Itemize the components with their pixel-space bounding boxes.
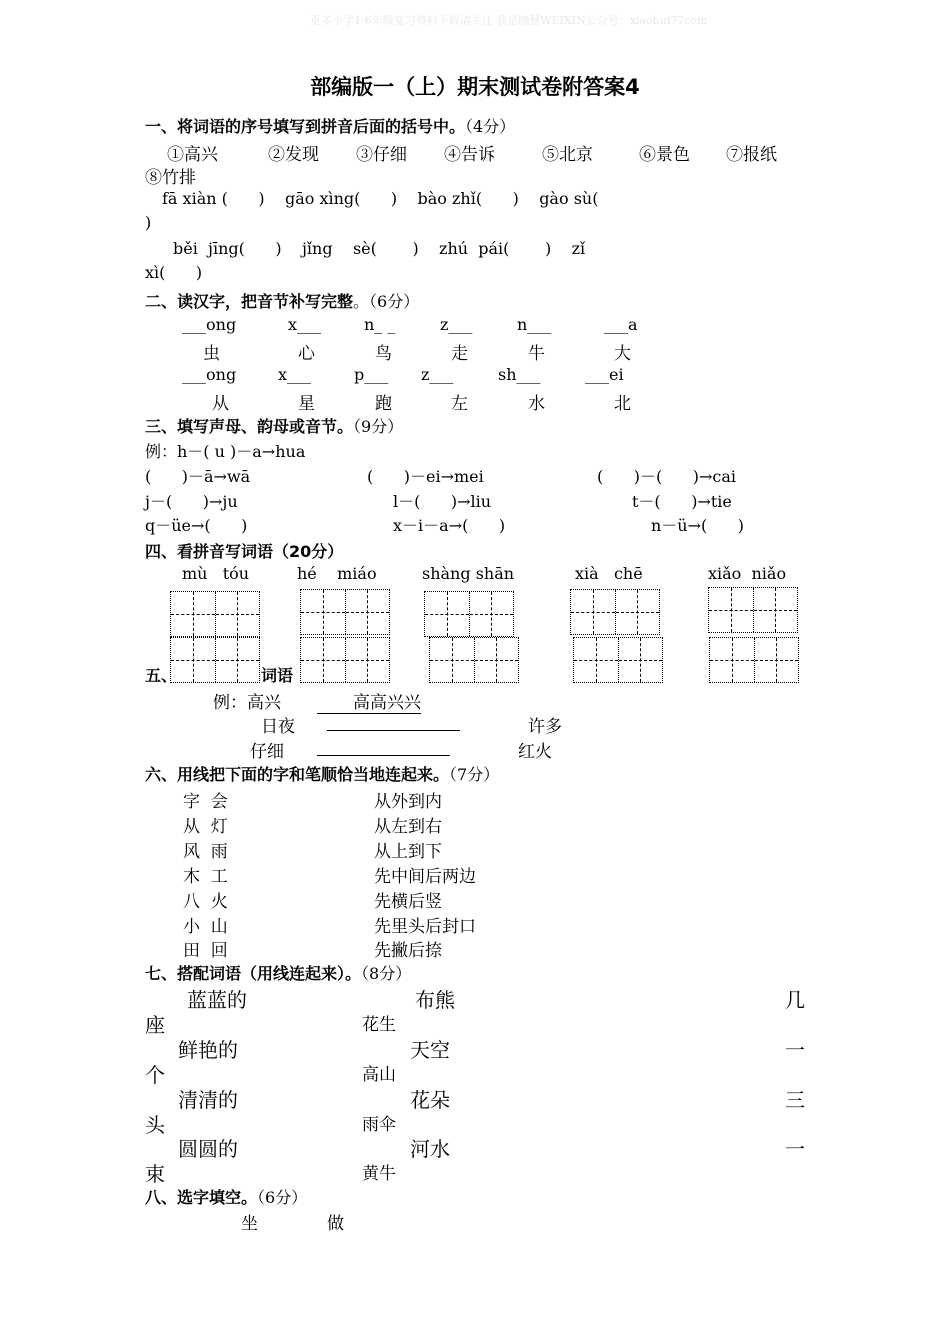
writing-grid[interactable] (424, 591, 514, 637)
writing-grid[interactable] (429, 637, 519, 683)
s2-pinyin: x___ (288, 315, 322, 334)
section-3-points: （9分） (353, 417, 404, 436)
s3-blank: l－( )→liu (393, 492, 492, 511)
s1-word: ⑦报纸 (726, 145, 777, 165)
section-7-heading (145, 961, 411, 984)
s2-hanzi: 心 (298, 344, 315, 364)
s2-pinyin: n___ (517, 315, 552, 334)
s6-left: 八 火 (183, 892, 228, 912)
s7-noun2: 雨伞 (362, 1115, 396, 1135)
s5-example-label: 例：高兴 (213, 693, 281, 713)
s5-answer-line[interactable] (317, 737, 450, 761)
s3-blank: t－( )→tie (632, 492, 732, 511)
s5-item: 仔细 (250, 742, 284, 762)
s2-pinyin: x___ (278, 365, 312, 384)
s2-pinyin: ___ong (182, 365, 237, 384)
section-2-title: 二、读汉字，把音节补写完整 (145, 292, 354, 311)
s6-left: 木 工 (183, 867, 228, 887)
s1-line2b: xì( ) (145, 263, 203, 282)
s2-pinyin: z___ (421, 365, 454, 384)
section-2-points: 。（6分） (353, 292, 420, 311)
s7-adjective: 鲜艳的 (178, 1038, 238, 1062)
s7-noun2: 花生 (362, 1015, 396, 1035)
section-6-points: （7分） (449, 765, 500, 784)
s1-word: ⑧竹排 (145, 168, 196, 188)
section-5-heading-a: 五、 (145, 666, 178, 685)
s6-left: 田 回 (183, 941, 228, 961)
s2-hanzi: 星 (298, 394, 315, 414)
s6-right: 从上到下 (374, 842, 442, 862)
s7-adjective: 清清的 (178, 1088, 238, 1112)
s6-left: 小 山 (183, 917, 228, 937)
writing-grid[interactable] (300, 637, 390, 683)
s2-pinyin: p___ (354, 365, 389, 384)
watermark: 更多小学1-6年级复习资料下载请关注 我是晓慧WEIXIN公众号：xiaohui77com (310, 14, 708, 27)
s2-hanzi: 牛 (528, 344, 545, 364)
s1-word: ③仔细 (356, 145, 407, 165)
s1-line1b: ) (145, 213, 152, 232)
writing-grid[interactable] (170, 591, 260, 637)
s2-hanzi: 北 (614, 394, 631, 414)
s2-pinyin: ___ei (585, 365, 624, 384)
s2-pinyin: z___ (440, 315, 473, 334)
s7-measure: 个 (145, 1063, 165, 1087)
s7-measure: 座 (145, 1013, 165, 1037)
s6-left: 从 灯 (183, 817, 228, 837)
page-title: 部编版一（上）期末测试卷附答案4 (310, 75, 640, 99)
s3-blank: ( )－( )→cai (597, 467, 737, 486)
s1-word: ②发现 (268, 145, 319, 165)
section-8-title: 八、选字填空。 (145, 1188, 258, 1207)
s7-numeral: 一 (785, 1137, 805, 1161)
writing-grid[interactable] (300, 589, 390, 635)
s3-blank: ( )－ei→mei (367, 467, 484, 486)
s6-left: 字 会 (183, 792, 228, 812)
writing-grid[interactable] (170, 637, 260, 683)
s3-blank: ( )－ā→wā (145, 467, 251, 486)
s5-item: 红火 (518, 742, 552, 762)
section-4-heading: 四、看拼音写词语（20分） (145, 542, 344, 561)
s7-adjective: 圆圆的 (178, 1137, 238, 1161)
section-7-title: 七、搭配词语（用线连起来）。 (145, 964, 362, 983)
s2-hanzi: 左 (451, 394, 468, 414)
section-1-points: （4分） (465, 117, 516, 136)
s6-right: 先里头后封口 (374, 917, 476, 937)
s5-example-answer: 高高兴兴 (317, 688, 421, 714)
s4-pinyin: shàng shān (422, 564, 515, 583)
s2-hanzi: 水 (528, 394, 545, 414)
writing-grid[interactable] (709, 637, 799, 683)
section-3-title: 三、填写声母、韵母或音节。 (145, 417, 354, 436)
s5-item: 许多 (528, 717, 562, 737)
s7-adjective: 蓝蓝的 (187, 988, 247, 1012)
s4-pinyin: xià chē (575, 564, 643, 583)
s7-noun2: 高山 (362, 1065, 396, 1085)
s1-word: ⑤北京 (542, 145, 593, 165)
s3-blank: q－üe→( ) (145, 516, 248, 535)
s3-blank: x－i－a→( ) (393, 516, 506, 535)
s7-noun: 花朵 (410, 1088, 450, 1112)
s2-pinyin: n_ _ (364, 315, 396, 334)
section-6-title: 六、用线把下面的字和笔顺恰当地连起来。 (145, 765, 450, 784)
section-5-heading-b: 词语 (261, 666, 294, 685)
s2-hanzi: 跑 (375, 394, 392, 414)
s8-char: 坐 (241, 1214, 258, 1234)
s4-pinyin: hé miáo (297, 564, 377, 583)
s6-left: 风 雨 (183, 842, 228, 862)
s7-numeral: 三 (785, 1088, 805, 1112)
s2-hanzi: 鸟 (375, 344, 392, 364)
s4-pinyin: mù tóu (182, 564, 250, 583)
writing-grid[interactable] (708, 587, 798, 633)
writing-grid[interactable] (570, 589, 660, 635)
s7-measure: 束 (145, 1162, 165, 1186)
s7-noun2: 黄牛 (362, 1164, 396, 1184)
section-3-heading (145, 414, 403, 437)
section-8-heading (145, 1185, 307, 1208)
s2-pinyin: ___ong (182, 315, 237, 334)
s4-pinyin: xiǎo niǎo (708, 564, 787, 583)
s2-hanzi: 虫 (203, 344, 220, 364)
s7-numeral: 一 (785, 1038, 805, 1062)
section-1-heading (145, 114, 515, 137)
s6-right: 先撇后捺 (374, 941, 442, 961)
s3-example: 例：h－( u )－a→hua (145, 442, 306, 461)
s3-blank: n－ü→( ) (651, 516, 745, 535)
s8-char: 做 (327, 1214, 344, 1234)
section-6-heading (145, 762, 499, 785)
s1-line1: fā xiàn ( ) gāo xìng( ) bào zhǐ( ) gào sù( (162, 189, 599, 208)
s7-measure: 头 (145, 1113, 165, 1137)
s6-right: 先中间后两边 (374, 867, 476, 887)
s1-word: ④告诉 (444, 145, 495, 165)
s2-hanzi: 从 (212, 394, 229, 414)
section-8-points: （6分） (257, 1188, 308, 1207)
s5-item: 日夜 (261, 717, 295, 737)
s1-word: ⑥景色 (639, 145, 690, 165)
s5-answer-line[interactable] (327, 712, 460, 736)
section-7-points: （8分） (361, 964, 412, 983)
s2-pinyin: sh___ (498, 365, 541, 384)
writing-grid[interactable] (573, 637, 663, 683)
s1-word: ①高兴 (167, 145, 218, 165)
s7-noun: 天空 (410, 1038, 450, 1062)
s2-hanzi: 走 (451, 344, 468, 364)
s1-line2: běi jīng( ) jǐng sè( ) zhú pái( ) zǐ (173, 239, 586, 258)
s7-noun: 河水 (410, 1137, 450, 1161)
s6-right: 从外到内 (374, 792, 442, 812)
s3-blank: j－( )→ju (145, 492, 238, 511)
s2-pinyin: ___a (604, 315, 638, 334)
s2-hanzi: 大 (614, 344, 631, 364)
s7-numeral: 几 (785, 988, 805, 1012)
s6-right: 从左到右 (374, 817, 442, 837)
s7-noun: 布熊 (415, 988, 455, 1012)
section-1-title: 一、将词语的序号填写到拼音后面的括号中。 (145, 117, 466, 136)
section-2-heading (145, 289, 419, 312)
s6-right: 先横后竖 (374, 892, 442, 912)
